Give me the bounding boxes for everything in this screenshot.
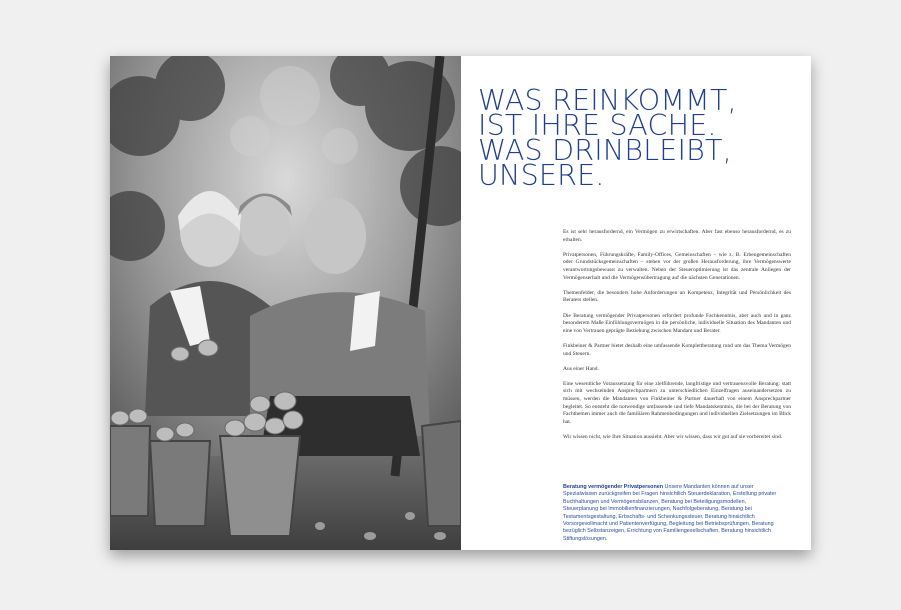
paragraph: Privatpersonen, Führungskräfte, Family-Offices, Gemeinschaften – wie z. B. Erbengemeinschaften oder Grundstücksgemeinschaften – stehen vor der großen Herausforderung, ihre Vermögenswerte verantwortungsbewusst zu verwalten. Neben der Steueroptimierung ist das zentrale Anliegen der Vermögenserhalt und die Vermögensübertragung auf die nächsten Generationen. [563,251,791,281]
headline-line-4: UNSERE. [478,159,605,192]
photo-page [110,56,461,550]
headline-line-2: IST IHRE SACHE. [478,109,717,142]
body-text [563,229,791,449]
paragraph: Wir wissen nicht, wie Ihre Situation aussieht. Aber wir wissen, dass wir gut auf sie vorbereitet sind. [563,434,783,441]
headline-line-1: WAS REINKOMMT, [478,84,737,117]
paragraph: Es ist sehr herausfordernd, ein Vermögen zu erwirtschaften. Aber fast ebenso herausfordernd, es zu erhalten. [563,229,791,243]
headline [478,84,798,192]
sidebar-title: Beratung vermögender Privatpersonen [563,484,664,490]
sidebar-text: Unsere Mandanten können auf unser Spezialwissen zurückgreifen bei Fragen hinsichtlich Steuerdeklaration, Erstellung privater Buchhaltungen und Vermögensbilanzen, Beratung bei Beteiligungsmodellen, Steuerplanung bei Immobilienfinanzierungen, Nachfolgeberatung, Beratung bei Testamentsgestaltung, Erbschafts- und Schenkungssteuer, Beratung hinsichtlich Vorsorgevollmacht und Patientenverfügung, Begleitung bei Betriebsprüfungen, Beratung bezüglich Selbstanzeigen, Errichtung von Familiengesellschaften, Beratung hinsichtlich Stiftungslösungen. [563,484,777,542]
brochure-spread [110,56,811,550]
paragraph: Aus einer Hand. [563,365,599,372]
paragraph: Themenfelder, die besonders hohe Anforderungen an Kompetenz, Integrität und Persönlichkeit des Beraters stellen. [563,289,791,304]
sidebar-note [563,484,781,543]
family-harvest-photo-icon [110,56,461,550]
headline-line-3: WAS DRINBLEIBT, [478,134,732,167]
paragraph: Finkbeiner & Partner bietet deshalb eine umfassende Komplettberatung rund um das Thema Vermögen und Steuern. [563,342,791,357]
paragraph: Eine wesentliche Voraussetzung für eine zielführende, langfristige und vertrauensvolle Beratung: statt sich mit wechselnden Ansprechpartnern zu unterschiedlichen Einzelfragen auseinandersetzen zu müssen, werden die Mandanten von Finkbeiner & Partner dauerhaft von einem Ansprechpartner begleitet. So entsteht die notwendige umfassende und tiefe Mandatskenntnis, die bei der Beratung von Fachthemen immer auch die familiären Rahmenbedingungen und individuellen Zielsetzungen im Blick hat. [563,380,791,425]
text-page [461,56,811,550]
paragraph: Die Beratung vermögender Privatpersonen erfordert profunde Fachkenntnis, aber auch und in ganz besonderem Maße Einfühlungsvermögen in die persönliche, individuelle Situation des Mandanten und eine von Vertrauen geprägte Beziehung zwischen Mandant und Berater. [563,312,791,334]
